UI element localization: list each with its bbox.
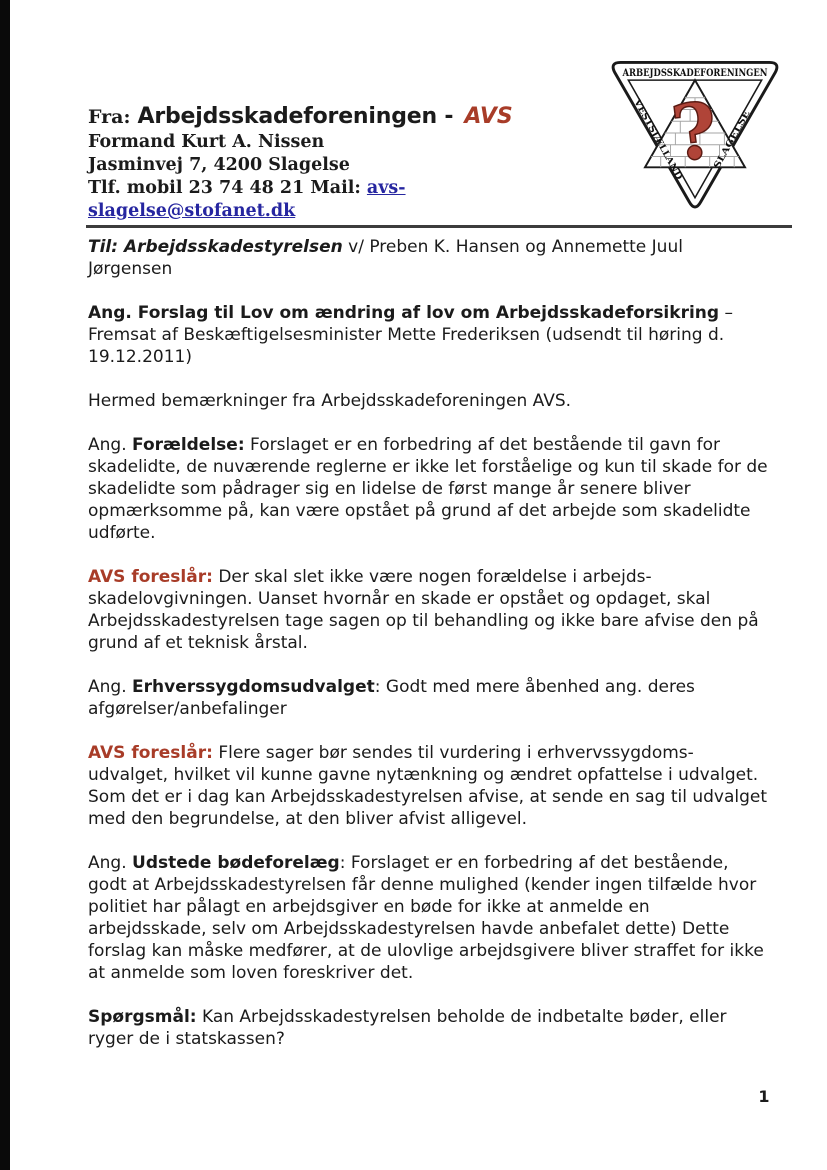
subject-rest: – Fremsat af Beskæftigelsesminister Mette Frederiksen (udsendt til høring d. 19.12.2011) <box>88 303 733 367</box>
organization-name: Arbejdsskadeforeningen - <box>137 104 454 129</box>
foraeldelse-term: Forældelse: <box>132 435 245 455</box>
sender-address: Jasminvej 7, 4200 Slagelse <box>88 155 350 175</box>
ang-prefix: Ang. <box>88 853 133 873</box>
logo-top-text: ARBEJDSSKADEFORENINGEN <box>621 68 768 80</box>
avs-proposal-2-text: Flere sager bør sendes til vurdering i erhvervssygdoms-udvalget, hvilket vil kunne gavne nytænkning og ændret opfattelse i udvalget. Som det er i dag kan Arbejdsskadestyrelsen afvise, at sende en sag til udvalget med den begrundelse, at den bliver afvist alligevel. <box>88 743 768 829</box>
avs-proposal-lead: AVS foreslår: <box>88 743 213 763</box>
paragraph-avs-proposal-2 <box>88 742 772 830</box>
scan-edge-bar <box>0 0 10 1170</box>
email-link[interactable]: avs-slagelse@stofanet.dk <box>88 178 406 221</box>
question-lead: Spørgsmål: <box>88 1007 197 1027</box>
ang-prefix: Ang. <box>88 435 133 455</box>
paragraph-recipient <box>88 236 772 280</box>
erhverssygdomsudvalget-text: : Godt med mere åbenhed ang. deres afgørelser/anbefalinger <box>88 677 695 719</box>
paragraph-subject <box>88 302 772 368</box>
paragraph-avs-proposal-1 <box>88 566 772 654</box>
logo-right-text: SLAGELSE <box>712 119 747 171</box>
subject-title: Ang. Forslag til Lov om ændring af lov om Arbejdsskadeforsikring <box>88 303 720 323</box>
foraeldelse-text: Forslaget er en forbedring af det bestående til gavn for skadelidte, de nuværende reglerne er ikke let forståelige og kun til skade for de skadelidte som pådrager sig en lidelse de først mange år senere bliver opmærksomme på, kan være opstået på grund af det arbejde som skadelidte udførte. <box>88 435 768 543</box>
recipient-lead: Til: Arbejdsskadestyrelsen <box>88 237 343 257</box>
paragraph-question <box>88 1006 772 1050</box>
letter-header <box>88 103 608 223</box>
page-number: 1 <box>758 1087 770 1106</box>
question-mark-icon: ? <box>667 85 723 180</box>
header-divider <box>86 225 792 228</box>
phone-label: Tlf. mobil 23 74 48 21 Mail: <box>88 178 361 198</box>
boedeforelaeg-term: Udstede bødeforelæg <box>132 853 340 873</box>
boedeforelaeg-text: : Forslaget er en forbedring af det bestående, godt at Arbejdsskadestyrelsen får denne mulighed (kender ingen tilfælde hvor politiet har pålagt en arbejdsgiver en bøde for ikke at anmelde en arbejdsskade, selv om Arbejdsskadestyrelsen havde anbefalet dette) Dette forslag kan måske medfører, at de ulovlige arbejdsgivere bliver straffet for ikke at anmelde som loven foreskriver det. <box>88 853 764 983</box>
paragraph-boedeforelaeg <box>88 852 772 984</box>
avs-proposal-1-text: Der skal slet ikke være nogen forældelse i arbejds-skadelovgivningen. Uanset hvornår en skade er opstået og opdaget, skal Arbejdsskadestyrelsen tage sagen op til behandling og ikke bare afvise den på grund af et teknisk årstal. <box>88 567 759 653</box>
sender-line <box>88 103 608 131</box>
letter-body <box>88 236 772 1072</box>
logo-triangle-graphic <box>597 50 793 218</box>
paragraph-foraeldelse <box>88 434 772 544</box>
recipient-rest: v/ Preben K. Hansen og Annemette Juul Jørgensen <box>88 237 683 279</box>
question-text: Kan Arbejdsskadestyrelsen beholde de indbetalte bøder, eller ryger de i statskassen? <box>88 1007 727 1049</box>
fra-label: Fra: <box>88 106 131 128</box>
paragraph-erhverssygdomsudvalget <box>88 676 772 720</box>
ang-prefix: Ang. <box>88 677 133 697</box>
paragraph-intro: Hermed bemærkninger fra Arbejdsskadeforeningen AVS. <box>88 391 572 411</box>
avs-proposal-lead: AVS foreslår: <box>88 567 213 587</box>
organization-logo <box>597 50 793 218</box>
erhverssygdomsudvalget-term: Erhverssygdomsudvalget <box>132 677 375 697</box>
sender-contact <box>88 177 608 223</box>
sender-chairman: Formand Kurt A. Nissen <box>88 132 325 152</box>
logo-left-text: VESTSJÆLLAND <box>631 98 680 174</box>
organization-abbreviation: AVS <box>464 104 513 129</box>
